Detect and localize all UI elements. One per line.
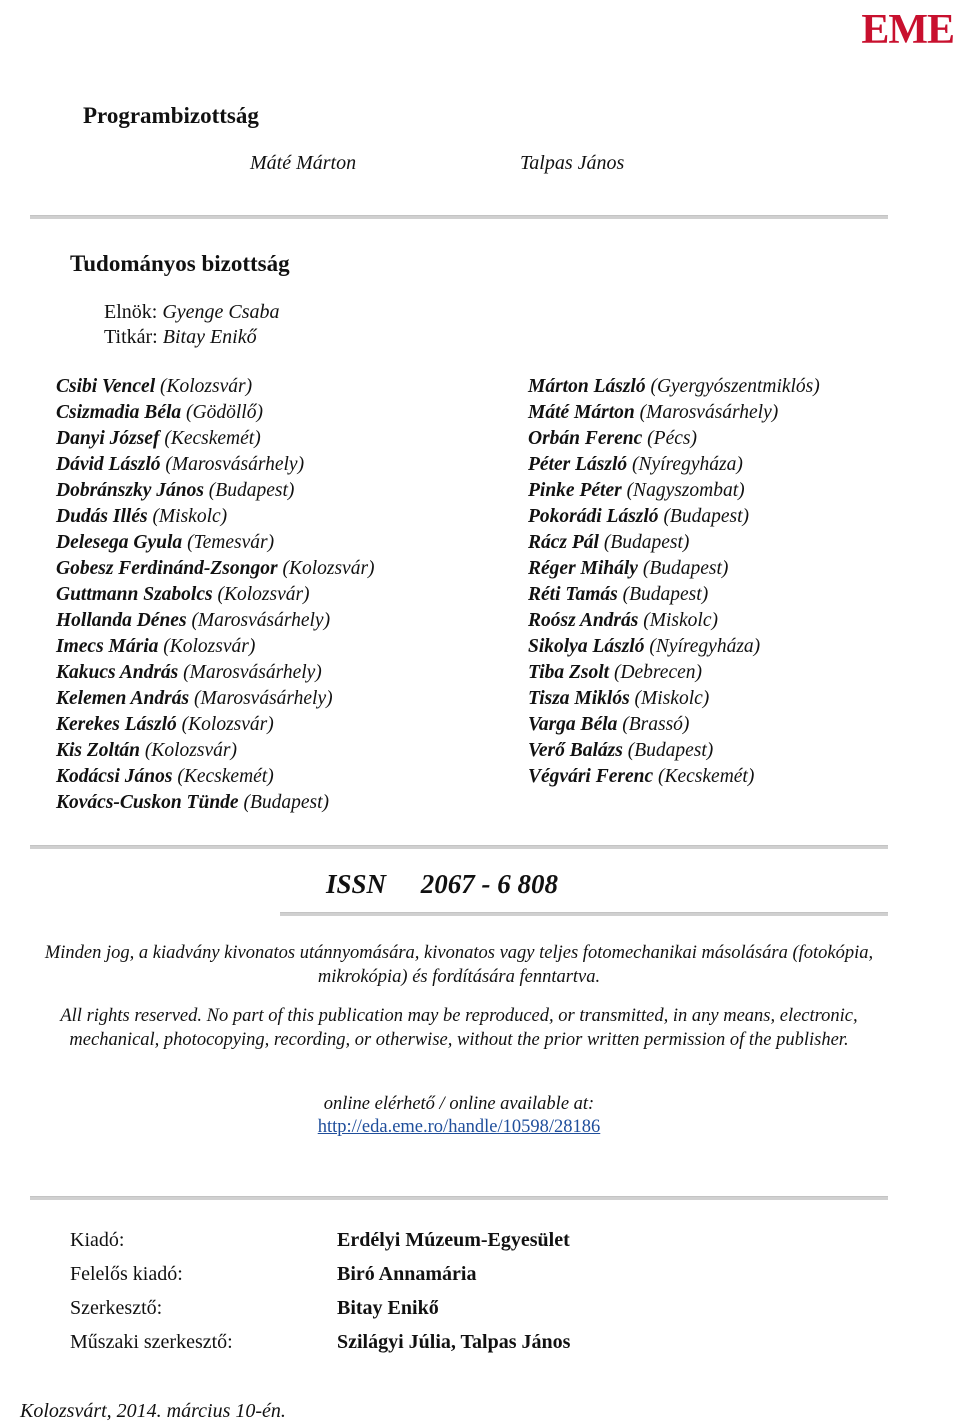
publisher-label: Kiadó:	[70, 1229, 125, 1251]
committee-left-column	[56, 374, 375, 816]
online-link-wrap	[30, 1117, 888, 1138]
member-place: (Temesvár)	[187, 532, 275, 553]
member-place: (Pécs)	[647, 428, 697, 449]
member-place: (Budapest)	[243, 792, 330, 813]
publisher-row	[70, 1331, 910, 1365]
member-place: (Gyergyószentmiklós)	[650, 376, 820, 397]
committee-member	[528, 608, 820, 634]
committee-member	[528, 478, 820, 504]
member-name: Dávid László	[56, 454, 161, 475]
issn-line	[326, 869, 558, 900]
rights-en: All rights reserved. No part of this publication may be reproduced, or transmitted, in any means, electronic, mechanical, photocopying, recording, or otherwise, without the prior written permission of the publisher.	[60, 1006, 858, 1050]
chair-label: Elnök:	[104, 301, 158, 323]
eme-logo: EME	[861, 7, 954, 53]
place-date: Kolozsvárt, 2014. március 10-én.	[20, 1400, 286, 1422]
member-place: (Marosvásárhely)	[183, 662, 322, 683]
member-name: Kelemen András	[56, 688, 190, 709]
publisher-row	[70, 1229, 910, 1263]
online-url-link[interactable]: http://eda.eme.ro/handle/10598/28186	[317, 1117, 601, 1137]
member-name: Verő Balázs	[528, 740, 623, 761]
issn-number: 2067 - 6 808	[420, 869, 559, 899]
member-name: Kovács-Cuskon Tünde	[56, 792, 239, 813]
member-place: (Kolozsvár)	[163, 636, 256, 657]
member-name: Sikolya László	[528, 636, 645, 657]
committee-member	[56, 504, 375, 530]
member-name: Kodácsi János	[56, 766, 173, 787]
member-name: Tiba Zsolt	[528, 662, 610, 683]
publisher-label: Szerkesztő:	[70, 1297, 163, 1319]
member-place: (Marosvásárhely)	[191, 610, 331, 631]
member-place: (Marosvásárhely)	[165, 454, 305, 475]
committee-member	[56, 712, 375, 738]
program-committee-member: Máté Márton	[250, 152, 357, 174]
member-name: Csizmadia Béla	[56, 402, 182, 423]
member-name: Végvári Ferenc	[528, 766, 654, 787]
member-name: Márton László	[528, 376, 646, 397]
secretary-line	[104, 326, 257, 349]
committee-member	[528, 504, 820, 530]
committee-member	[56, 608, 375, 634]
member-place: (Brassó)	[622, 714, 690, 735]
committee-member	[528, 712, 820, 738]
committee-member	[528, 738, 820, 764]
member-place: (Gödöllő)	[186, 402, 263, 423]
rights-hu: Minden jog, a kiadvány kivonatos utánnyomására, kivonatos vagy teljes fotomechanikai másolására (fotokópia, mikrokópia) és fordítására fenntartva.	[44, 943, 874, 987]
issn-label: ISSN	[326, 869, 387, 899]
member-place: (Budapest)	[622, 584, 709, 605]
chair-name: Gyenge Csaba	[162, 301, 280, 323]
committee-member	[528, 530, 820, 556]
member-name: Kis Zoltán	[56, 740, 140, 761]
committee-member	[56, 374, 375, 400]
divider	[280, 912, 888, 916]
committee-member	[528, 634, 820, 660]
member-name: Pinke Péter	[528, 480, 622, 501]
member-name: Réger Mihály	[528, 558, 638, 579]
committee-member	[56, 764, 375, 790]
member-place: (Kolozsvár)	[144, 740, 237, 761]
committee-member	[528, 452, 820, 478]
member-name: Csibi Vencel	[56, 376, 156, 397]
member-place: (Nagyszombat)	[626, 480, 745, 501]
committee-member	[56, 400, 375, 426]
divider	[30, 845, 888, 849]
committee-member	[528, 582, 820, 608]
member-name: Hollanda Dénes	[56, 610, 187, 631]
committee-member	[528, 374, 820, 400]
publisher-label: Felelős kiadó:	[70, 1263, 183, 1285]
program-committee-title: Programbizottság	[83, 103, 259, 128]
member-name: Réti Tamás	[528, 584, 618, 605]
member-place: (Marosvásárhely)	[193, 688, 333, 709]
member-name: Tisza Miklós	[528, 688, 630, 709]
committee-member	[56, 556, 375, 582]
member-place: (Kecskemét)	[177, 766, 274, 787]
member-name: Dobránszky János	[56, 480, 204, 501]
member-place: (Kolozsvár)	[181, 714, 274, 735]
member-place: (Nyíregyháza)	[631, 454, 743, 475]
publisher-row	[70, 1263, 910, 1297]
committee-member	[56, 738, 375, 764]
publisher-value: Szilágyi Júlia, Talpas János	[337, 1331, 571, 1353]
member-name: Gobesz Ferdinánd-Zsongor	[56, 558, 278, 579]
member-name: Varga Béla	[528, 714, 618, 735]
member-place: (Kecskemét)	[164, 428, 261, 449]
committee-member	[56, 634, 375, 660]
member-name: Rácz Pál	[528, 532, 599, 553]
member-place: (Budapest)	[603, 532, 690, 553]
scientific-committee-title: Tudományos bizottság	[70, 251, 290, 276]
member-name: Orbán Ferenc	[528, 428, 643, 449]
member-name: Péter László	[528, 454, 628, 475]
member-place: (Miskolc)	[643, 610, 718, 631]
publisher-value: Biró Annamária	[337, 1263, 477, 1285]
committee-member	[56, 660, 375, 686]
publisher-info	[70, 1229, 910, 1365]
committee-member	[528, 556, 820, 582]
member-place: (Budapest)	[642, 558, 729, 579]
committee-member	[528, 764, 820, 790]
member-name: Imecs Mária	[56, 636, 159, 657]
member-name: Guttmann Szabolcs	[56, 584, 213, 605]
member-place: (Kolozsvár)	[217, 584, 310, 605]
publisher-value: Erdélyi Múzeum-Egyesület	[337, 1229, 570, 1251]
divider	[30, 215, 888, 219]
member-place: (Budapest)	[663, 506, 749, 527]
publisher-row	[70, 1297, 910, 1331]
member-place: (Budapest)	[208, 480, 295, 501]
member-name: Pokorádi László	[528, 506, 659, 527]
committee-member	[56, 426, 375, 452]
secretary-label: Titkár:	[104, 326, 158, 348]
publisher-value: Bitay Enikő	[337, 1297, 439, 1319]
member-name: Kerekes László	[56, 714, 177, 735]
member-place: (Miskolc)	[152, 506, 228, 527]
committee-member	[56, 790, 375, 816]
member-name: Roósz András	[528, 610, 639, 631]
member-place: (Miskolc)	[634, 688, 710, 709]
committee-right-column	[528, 374, 820, 790]
member-name: Dudás Illés	[56, 506, 148, 527]
committee-member	[56, 452, 375, 478]
committee-member	[56, 530, 375, 556]
member-name: Máté Márton	[528, 402, 635, 423]
secretary-name: Bitay Enikő	[162, 326, 257, 348]
publisher-label: Műszaki szerkesztő:	[70, 1331, 233, 1353]
member-name: Kakucs András	[56, 662, 179, 683]
member-place: (Kecskemét)	[657, 766, 755, 787]
member-place: (Kolozsvár)	[282, 558, 375, 579]
member-place: (Budapest)	[627, 740, 714, 761]
committee-member	[56, 686, 375, 712]
committee-member	[528, 426, 820, 452]
member-name: Delesega Gyula	[56, 532, 183, 553]
member-name: Danyi József	[56, 428, 160, 449]
member-place: (Debrecen)	[613, 662, 703, 683]
member-place: (Marosvásárhely)	[639, 402, 779, 423]
committee-member	[56, 582, 375, 608]
committee-member	[528, 686, 820, 712]
member-place: (Nyíregyháza)	[649, 636, 761, 657]
divider	[30, 1196, 888, 1200]
committee-member	[528, 660, 820, 686]
committee-member	[56, 478, 375, 504]
member-place: (Kolozsvár)	[160, 376, 253, 397]
online-label: online elérhető / online available at:	[323, 1094, 595, 1114]
committee-member	[528, 400, 820, 426]
chair-line	[104, 301, 280, 324]
program-committee-member: Talpas János	[520, 152, 625, 174]
